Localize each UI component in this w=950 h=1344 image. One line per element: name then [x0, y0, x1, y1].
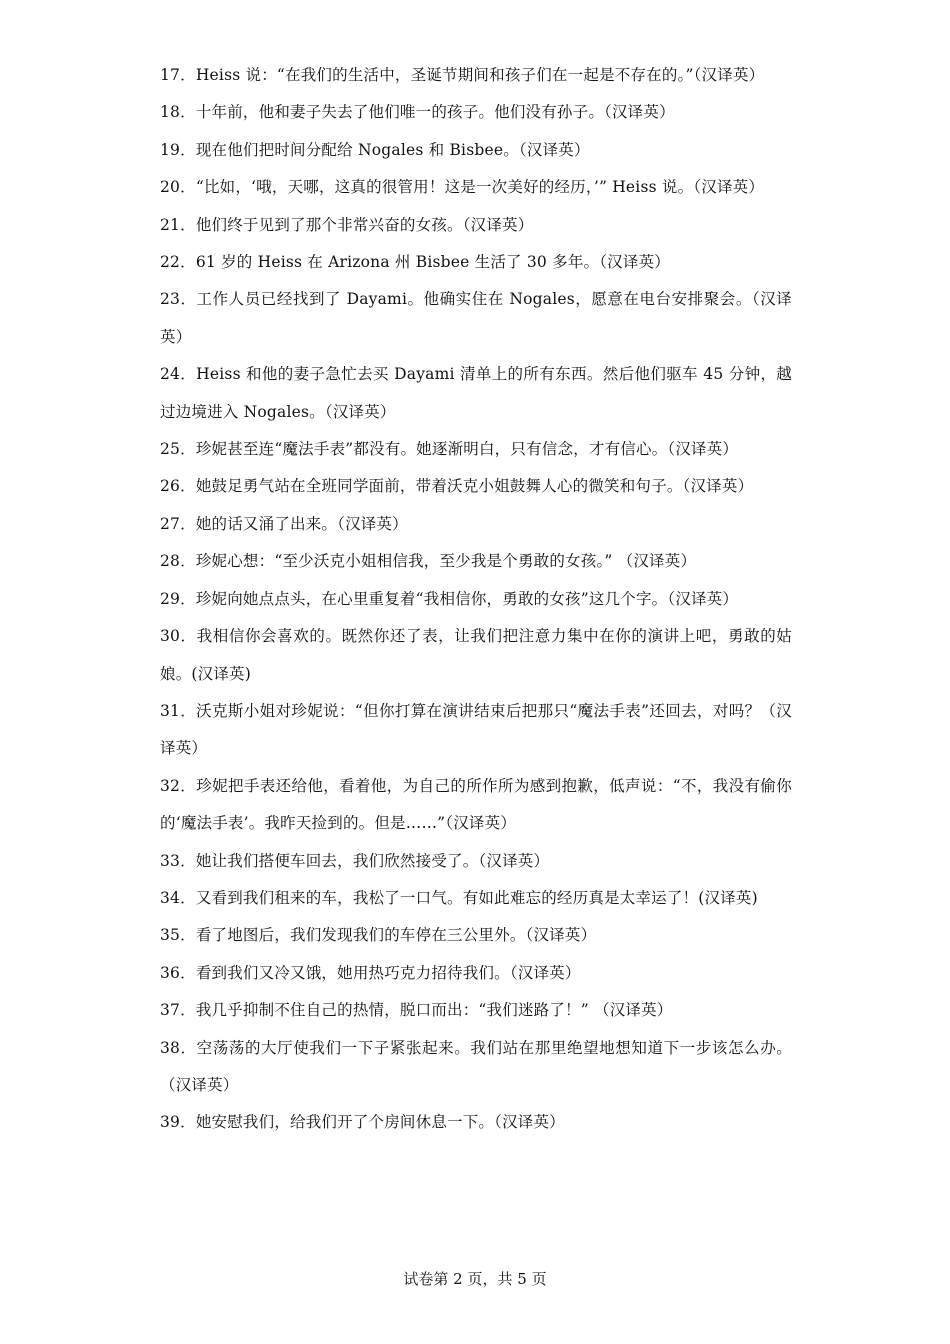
question-item	[160, 244, 792, 281]
question-number: 21．	[160, 215, 196, 234]
question-text: Heiss 说：“在我们的生活中，圣诞节期间和孩子们在一起是不存在的。”（汉译英）	[195, 66, 765, 84]
question-number: 26．	[160, 477, 196, 496]
question-number: 35．	[160, 926, 196, 945]
question-text: “比如，‘哦，天哪，这真的很管用！这是一次美好的经历，’” Heiss 说。（汉译英）	[195, 178, 765, 197]
question-item	[160, 917, 792, 954]
question-text: 她鼓足勇气站在全班同学面前，带着沃克小姐鼓舞人心的微笑和句子。（汉译英）	[195, 477, 754, 496]
question-item	[160, 94, 792, 131]
question-item	[160, 431, 792, 468]
question-number: 30．	[160, 627, 197, 646]
question-item	[160, 543, 792, 580]
question-item	[160, 1104, 792, 1141]
question-text: 现在他们把时间分配给 Nogales 和 Bisbee。（汉译英）	[195, 140, 590, 159]
question-item	[160, 581, 792, 618]
question-number: 39．	[160, 1113, 196, 1132]
question-text: 我几乎抑制不住自己的热情，脱口而出：“我们迷路了！” （汉译英）	[195, 1001, 673, 1020]
question-number: 17．	[160, 66, 196, 84]
question-text: 看了地图后，我们发现我们的车停在三公里外。（汉译英）	[195, 926, 597, 945]
question-item	[160, 618, 792, 693]
question-text: 她安慰我们，给我们开了个房间休息一下。（汉译英）	[195, 1113, 565, 1132]
question-item	[160, 468, 792, 505]
question-text: 珍妮把手表还给他，看着他，为自己的所作所为感到抱歉，低声说：“不，我没有偷你的‘魔法手表’。我昨天捡到的。但是……”（汉译英）	[160, 776, 793, 833]
question-number: 23．	[160, 290, 197, 309]
question-number: 38．	[160, 1038, 197, 1057]
question-number: 19．	[160, 140, 196, 159]
question-text: 她让我们搭便车回去，我们欣然接受了。（汉译英）	[195, 851, 550, 870]
question-number: 27．	[160, 514, 196, 533]
question-text: 看到我们又冷又饿，她用热巧克力招待我们。（汉译英）	[195, 963, 581, 982]
question-item	[160, 992, 792, 1029]
question-number: 37．	[160, 1001, 196, 1020]
question-text: Heiss 和他的妻子急忙去买 Dayami 清单上的所有东西。然后他们驱车 45 分钟，越过边境进入 Nogales。（汉译英）	[160, 365, 793, 421]
question-text: 十年前，他和妻子失去了他们唯一的孩子。他们没有孙子。（汉译英）	[195, 103, 675, 122]
question-number: 28．	[160, 552, 196, 571]
question-item	[160, 693, 792, 768]
question-number: 34．	[160, 888, 196, 907]
question-number: 31．	[160, 701, 197, 720]
question-item	[160, 843, 792, 880]
question-text: 我相信你会喜欢的。既然你还了表，让我们把注意力集中在你的演讲上吧，勇敢的姑娘。(汉译英)	[160, 627, 793, 683]
question-number: 20．	[160, 178, 196, 197]
question-text: 珍妮心想：“至少沃克小姐相信我，至少我是个勇敢的女孩。” （汉译英）	[195, 552, 697, 571]
question-text: 61 岁的 Heiss 在 Arizona 州 Bisbee 生活了 30 多年。（汉译英）	[195, 253, 670, 272]
question-number: 22．	[160, 253, 196, 272]
question-text: 又看到我们租来的车，我松了一口气。有如此难忘的经历真是太幸运了！(汉译英)	[195, 888, 758, 907]
question-text: 珍妮向她点点头，在心里重复着“我相信你，勇敢的女孩”这几个字。（汉译英）	[195, 589, 739, 608]
question-item	[160, 880, 792, 917]
question-number: 32．	[160, 776, 197, 795]
question-text: 沃克斯小姐对珍妮说：“但你打算在演讲结束后把那只“魔法手表”还回去，对吗？（汉译英）	[160, 701, 792, 758]
question-item	[160, 281, 792, 356]
question-number: 36．	[160, 963, 196, 982]
question-number: 25．	[160, 440, 196, 459]
question-list	[160, 57, 792, 1142]
question-text: 珍妮甚至连“魔法手表”都没有。她逐渐明白，只有信念，才有信心。（汉译英）	[195, 440, 739, 459]
question-number: 24．	[160, 365, 197, 384]
question-item	[160, 1030, 792, 1105]
question-number: 29．	[160, 589, 196, 608]
question-number: 33．	[160, 851, 196, 870]
question-item	[160, 132, 792, 169]
question-text: 他们终于见到了那个非常兴奋的女孩。（汉译英）	[195, 215, 534, 234]
question-item	[160, 169, 792, 206]
page-footer: 试卷第 2 页，共 5 页	[403, 1270, 547, 1288]
question-item	[160, 57, 792, 94]
question-item	[160, 506, 792, 543]
question-text: 空荡荡的大厅使我们一下子紧张起来。我们站在那里绝望地想知道下一步该怎么办。（汉译英）	[160, 1038, 793, 1094]
question-number: 18．	[160, 103, 196, 122]
question-item	[160, 207, 792, 244]
question-item	[160, 955, 792, 992]
question-text: 她的话又涌了出来。（汉译英）	[195, 514, 408, 533]
question-item	[160, 356, 792, 431]
question-item	[160, 768, 792, 843]
question-text: 工作人员已经找到了 Dayami。他确实住在 Nogales，愿意在电台安排聚会。（汉译英）	[160, 290, 792, 346]
